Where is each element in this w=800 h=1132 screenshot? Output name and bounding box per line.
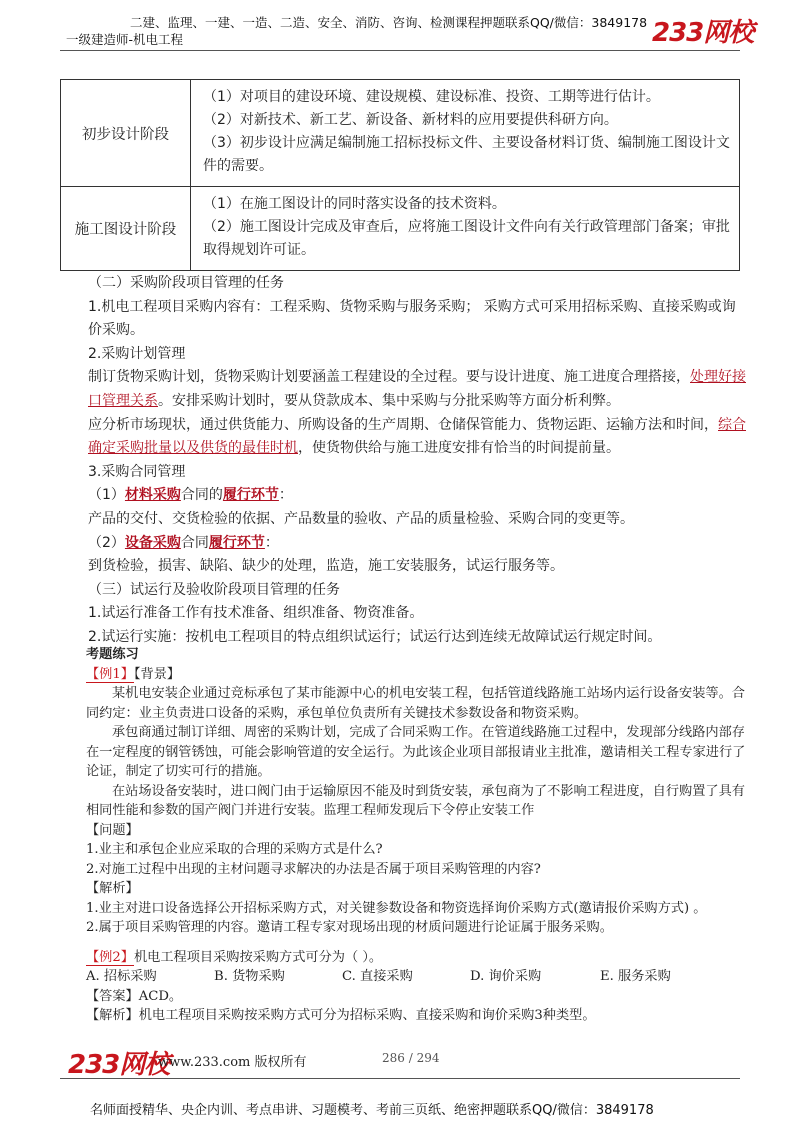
key-term: 设备采购 [124,534,181,551]
option-item: C. 直接采购 [342,969,413,984]
key-term: 履行环节 [222,487,279,504]
paragraph [66,296,746,343]
example-header [86,665,746,685]
key-term: 履行环节 [208,534,265,551]
question-tag: 【问题】 [86,822,139,838]
option-item: A. 招标采购 [86,969,157,984]
stage-description [191,80,740,187]
subsection-heading: 2.采购计划管理 [88,345,186,362]
answer-line [86,987,746,1007]
section-heading: （二）采购阶段项目管理的任务 [88,275,284,291]
option-item: E. 服务采购 [600,969,671,984]
header-subtitle: 一级建造师-机电工程 [66,32,184,47]
key-term: 材料采购 [124,487,181,504]
explanation-line [86,1006,746,1026]
paragraph-text: 应分析市场现状，通过供货能力、所购设备的生产周期、仓储保管能力、货物运距、运输方法和时间， [88,416,718,433]
paragraph: 产品的交付、交货检验的依据、产品数量的验收、产品的质量检验、采购合同的变更等。 [88,510,634,527]
footer-site: www.233.com 版权所有 [158,1055,307,1070]
answer-tag: 【答案】 [86,988,139,1004]
example-header [86,948,746,968]
list-item [66,532,746,556]
page-number: 286 / 294 [382,1051,440,1065]
question-item: 1.业主和承包企业应采取的合理的采购方式是什么? [86,842,383,857]
paragraph: 1.试运行准备工作有技术准备、组织准备、物资准备。 [88,605,424,622]
option-item: B. 货物采购 [214,969,285,984]
table-row [61,187,740,271]
answer-text: ACD。 [138,988,183,1004]
paragraph [66,366,746,413]
section-heading: （三）试运行及验收阶段项目管理的任务 [88,581,340,598]
analysis-item: 2.属于项目采购管理的内容。邀请工程专家对现场出现的材质问题进行论证属于服务采购。 [86,920,613,935]
paragraph-text: ： [264,534,279,551]
stage-item: （2）对新技术、新工艺、新设备、新材料的应用要提供科研方向。 [203,112,618,128]
stage-item: （1）对项目的建设环境、建设规模、建设标准、投资、工期等进行估计。 [203,89,660,105]
paragraph-text: 。安排采购计划时，要从贷款成本、集中采购与分批采购等方面分析利弊。 [158,392,620,409]
option-item: D. 询价采购 [470,969,542,984]
key-point-highlight: 综合确定采购批量以及供货的最佳时机 [88,416,746,457]
list-item [66,484,746,508]
example-tag: 【例2】 [86,949,134,965]
key-point-highlight: 处理好接口管理关系 [88,369,746,409]
analysis-item: 1.业主对进口设备选择公开招标采购方式，对关键参数设备和物资选择询价采购方式(邀请报价采购方式) 。 [86,900,707,916]
exercise-title: 考题练习 [86,647,139,662]
paragraph [66,414,746,461]
header-divider [60,50,740,51]
paragraph-text: 合同 [180,534,209,551]
design-stage-table [60,79,740,271]
footer-divider [60,1078,740,1079]
paragraph: 承包商通过制订详细、周密的采购计划，完成了合同采购工作。在管道线路施工过程中，发现部分线路内部存在一定程度的钢管锈蚀，可能会影响管道的安全运行。为此该企业项目部报请业主批准，邀请相关工程专家进行了论证，制定了切实可行的措施。 [86,725,746,779]
stage-name: 施工图设计阶段 [61,187,191,271]
paragraph-text: 合同的 [180,487,223,504]
footer-promo-text: 名师面授精华、央企内训、考点串讲、习题模考、考前三页纸、绝密押题联系QQ/微信：3849178 [90,1103,654,1118]
paragraph-text: 1.机电工程项目采购内容有：工程采购、货物采购与服务采购； 采购方式可采用招标采购、直接采购或询价采购。 [88,298,736,339]
footer-logo: 233网校 [68,1050,170,1080]
stage-item: （1）在施工图设计的同时落实设备的技术资料。 [203,196,506,212]
stage-name: 初步设计阶段 [61,80,191,187]
stage-description [191,187,740,271]
paragraph-text: ，使货物供给与施工进度安排有恰当的时间提前量。 [298,440,620,457]
option-list [86,967,746,987]
exercise-section [86,645,746,1026]
analysis-tag: 【解析】 [86,881,139,896]
background-tag: 【背景】 [133,666,181,682]
example-tag: 【例1】 [86,666,134,682]
paragraph: 到货检验，损害、缺陷、缺少的处理，监造，施工安装服务，试运行服务等。 [88,558,564,575]
explanation-tag: 【解析】 [86,1008,139,1023]
paragraph-text: ： [278,487,293,504]
stage-item: （3）初步设计应满足编制施工招标投标文件、主要设备材料订货、编制施工图设计文件的需要。 [203,135,730,174]
stage-item: （2）施工图设计完成及审查后，应将施工图设计文件向有关行政管理部门备案；审批取得规划许可证。 [203,219,730,258]
question-item: 2.对施工过程中出现的主材问题寻求解决的办法是否属于项目采购管理的内容? [86,861,541,877]
item-number: （2） [88,534,125,551]
item-number: （1） [88,487,125,504]
question-text: 机电工程项目采购按采购方式可分为（ ）。 [133,949,383,965]
paragraph-text: 制订货物采购计划，货物采购计划要涵盖工程建设的全过程。要与设计进度、施工进度合理搭接， [88,369,690,386]
header-promo-text: 二建、监理、一建、一造、二造、安全、消防、咨询、检测课程押题联系QQ/微信：3849178 [130,15,648,30]
paragraph: 2.试运行实施：按机电工程项目的特点组织试运行；试运行达到连续无故障试运行规定时间。 [88,628,662,645]
table-row [61,80,740,187]
paragraph: 在站场设备安装时，进口阀门由于运输原因不能及时到货安装，承包商为了不影响工程进度，自行购置了具有相同性能和参数的国产阀门并进行安装。监理工程师发现后下令停止安装工作 [86,783,745,818]
main-body [66,272,746,650]
subsection-heading: 3.采购合同管理 [88,463,186,480]
paragraph: 某机电安装企业通过竞标承包了某市能源中心的机电安装工程，包括管道线路施工站场内运行设备安装等。合同约定：业主负责进口设备的采购，承包单位负责所有关键技术参数设备和物资采购。 [86,686,745,721]
brand-logo: 233网校 [652,18,754,48]
explanation-text: 机电工程项目采购按采购方式可分为招标采购、直接采购和询价采购3种类型。 [138,1008,596,1023]
